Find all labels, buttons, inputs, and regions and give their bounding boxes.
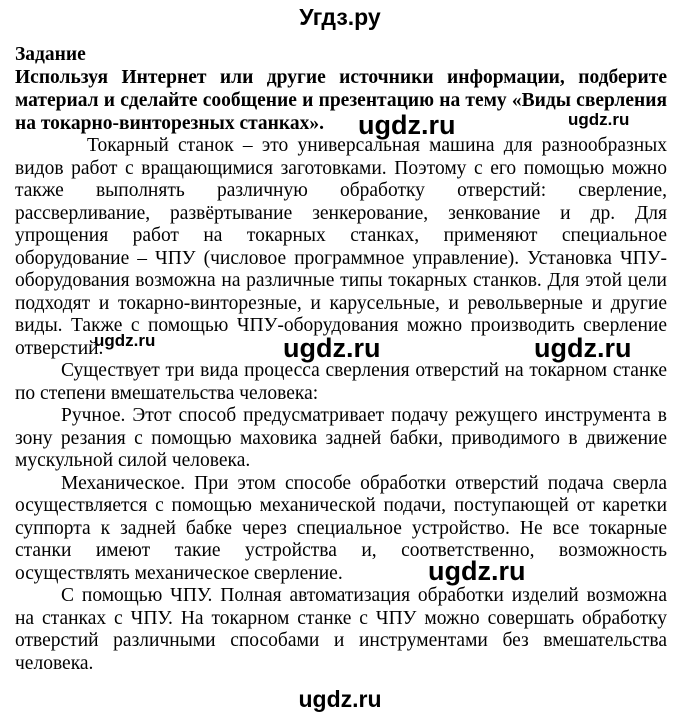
watermark: ugdz.ru xyxy=(568,110,630,129)
watermark: ugdz.ru xyxy=(283,333,381,363)
watermark: ugdz.ru xyxy=(94,331,156,350)
task-text: Используя Интернет или другие источники информации, подберите материал и сделайте сообщение и презентацию на тему «Виды сверления на токарно-винторезных станках». xyxy=(15,67,667,134)
watermark: ugdz.ru xyxy=(428,556,526,586)
answer-text xyxy=(15,135,667,675)
paragraph-manual: Ручное. Этот способ предусматривает подачу режущего инструмента в зону резания с помощью маховика задней бабки, приводимого в движение мускульной силой человека. xyxy=(15,405,667,471)
task-title: Задание xyxy=(15,44,86,65)
watermark: ugdz.ru xyxy=(358,110,456,140)
site-footer: ugdz.ru xyxy=(298,686,382,712)
watermark: ugdz.ru xyxy=(534,333,632,363)
paragraph-types: Существует три вида процесса сверления отверстий на токарном станке по степени вмешательства человека: xyxy=(15,360,667,404)
paragraph-intro: Токарный станок – это универсальная машина для разнообразных видов работ с вращающимися заготовками. Поэтому с его помощью можно также выполнять различную обработку отверстий: сверление, рассверливание, развёртывание зенкерование, зенкование и др. Для упрощения работ на токарных станках, применяют специальное оборудование – ЧПУ (числовое программное управление). Установка ЧПУ-оборудования возможна на различные типы токарных станков. Для этой цели подходят и токарно-винторезные, и карусельные, и револьверные и другие виды. Также с помощью ЧПУ-оборудования можно производить сверление отверстий. xyxy=(15,135,667,359)
paragraph-cnc: С помощью ЧПУ. Полная автоматизация обработки изделий возможна на станках с ЧПУ. На токарном станке с ЧПУ можно совершать обработку отверстий различными способами и инструментами без вмешательства человека. xyxy=(15,585,667,674)
site-header: Угдз.ру xyxy=(299,4,381,30)
paragraph-mechanical: Механическое. При этом способе обработки отверстий подача сверла осуществляется с помощью механической подачи, поступающей от каретки суппорта к задней бабке через специальное устройство. Не все токарные станки имеют такие устройства и, соответственно, возможность осуществлять механическое сверление. xyxy=(15,472,667,584)
